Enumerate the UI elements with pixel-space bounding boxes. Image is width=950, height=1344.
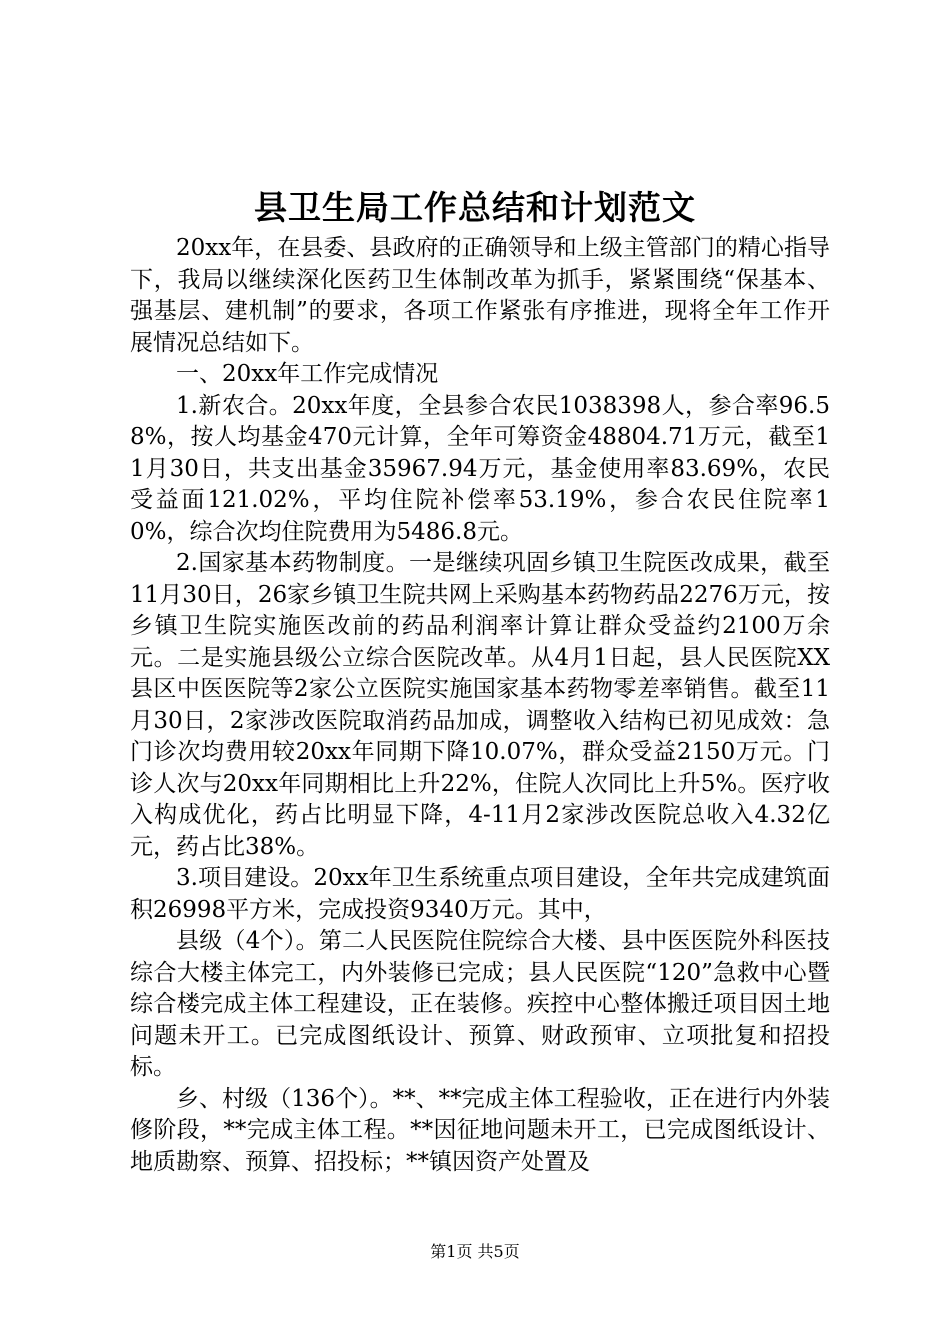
paragraph-township-village-level: 乡、村级（136个）。**、**完成主体工程验收，正在进行内外装修阶段，**完成主体工程。**因征地问题未开工，已完成图纸设计、地质勘察、预算、招投标；**镇因资产处置及: [130, 1085, 830, 1175]
document-body: [130, 233, 830, 1178]
paragraph-section-heading: 一、20xx年工作完成情况: [176, 361, 439, 387]
page-footer: 第1页 共5页: [430, 1242, 520, 1261]
paragraph-new-rural-cooperative: 1.新农合。20xx年度，全县参合农民1038398人，参合率96.58%，按人均基金470元计算，全年可筹资金48804.71万元，截至11月30日，共支出基金35967.94万元，基金使用率83.69%，农民受益面121.02%，平均住院补偿率53.19%，参合农民住院率10%，综合次均住院费用为5486.8元。: [130, 392, 830, 545]
paragraph-project-construction: 3.项目建设。20xx年卫生系统重点项目建设，全年共完成建筑面积26998平方米，完成投资9340万元。其中，: [130, 865, 830, 923]
document-title: 县卫生局工作总结和计划范文: [254, 188, 696, 227]
paragraph-county-level: 县级（4个）。第二人民医院住院综合大楼、县中医医院外科医技综合大楼主体完工，内外装修已完成；县人民医院“120”急救中心暨综合楼完成主体工程建设，正在装修。疾控中心整体搬迁项目因土地问题未开工。已完成图纸设计、预算、财政预审、立项批复和招投标。: [130, 928, 830, 1080]
paragraph-essential-drugs: 2.国家基本药物制度。一是继续巩固乡镇卫生院医改成果，截至11月30日，26家乡镇卫生院共网上采购基本药物药品2276万元，按乡镇卫生院实施医改前的药品利润率计算让群众受益约2100万余元。二是实施县级公立综合医院改革。从4月1日起，县人民医院XX县区中医医院等2家公立医院实施国家基本药物零差率销售。截至11月30日，2家涉改医院取消药品加成，调整收入结构已初见成效：急门诊次均费用较20xx年同期下降10.07%，群众受益2150万元。门诊人次与20xx年同期相比上升22%，住院人次同比上升5%。医疗收入构成优化，药占比明显下降，4-11月2家涉改医院总收入4.32亿元，药占比38%。: [130, 550, 830, 860]
paragraph-intro: 20xx年，在县委、县政府的正确领导和上级主管部门的精心指导下，我局以继续深化医药卫生体制改革为抓手，紧紧围绕“保基本、强基层、建机制”的要求，各项工作紧张有序推进，现将全年工作开展情况总结如下。: [130, 235, 830, 356]
